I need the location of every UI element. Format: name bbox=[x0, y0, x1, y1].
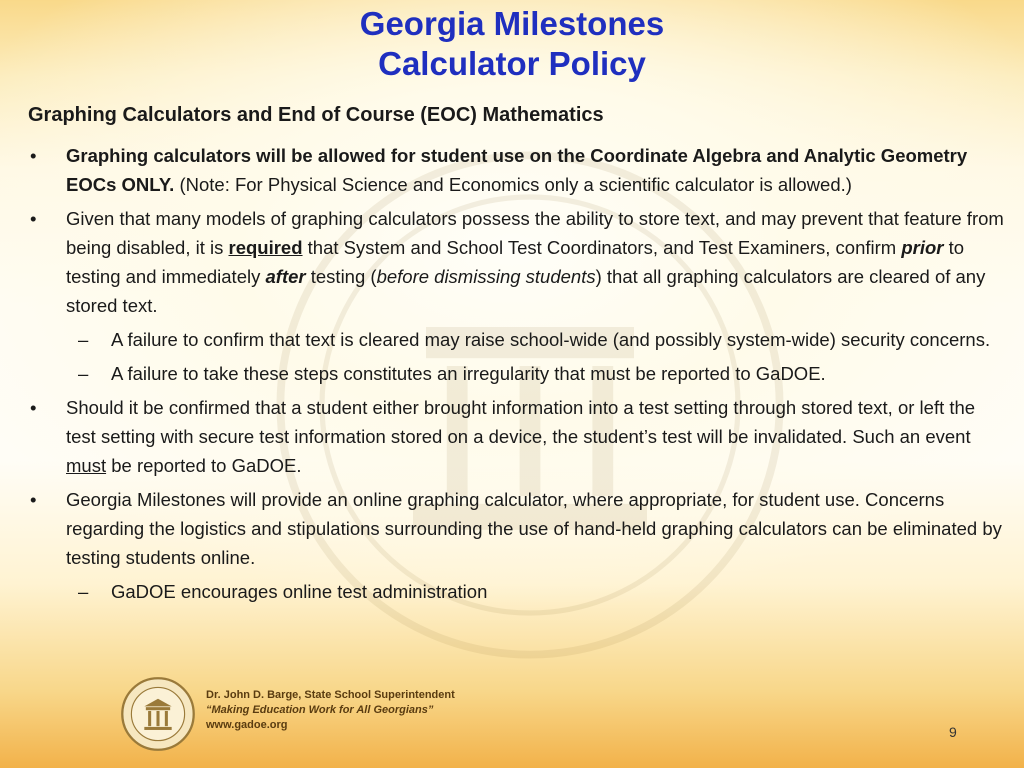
bullet-3-text-part: Should it be confirmed that a student either brought information into a test setting through stored text, or left the test setting with secure test information stored on a device, the student’s test will be invalidated. Such an event bbox=[66, 397, 976, 447]
sub-bullet-item bbox=[28, 325, 1008, 354]
dash-marker: – bbox=[78, 363, 89, 384]
sub-bullet-text: A failure to confirm that text is cleared may raise school-wide (and possibly system-wide) security concerns. bbox=[111, 329, 991, 350]
dash-marker: – bbox=[78, 581, 89, 602]
superintendent-line: Dr. John D. Barge, State School Superintendent bbox=[206, 689, 455, 701]
bullet-marker: • bbox=[30, 397, 37, 418]
title-line-1: Georgia Milestones bbox=[359, 5, 665, 42]
footer-text bbox=[206, 688, 455, 733]
sub-bullet-item bbox=[28, 577, 1008, 606]
bullet-2-text-part: ) that all graphing calculators are cleared of any stored text. bbox=[66, 266, 986, 316]
sub-bullet-item bbox=[28, 359, 1008, 388]
slide-body bbox=[28, 141, 1008, 611]
bullet-1-bold-text: Graphing calculators will be allowed for student use on the Coordinate Algebra and Analytic Geometry EOCs ONLY. bbox=[66, 145, 968, 195]
bullet-1-note: (Note: For Physical Science and Economics only a scientific calculator is allowed.) bbox=[174, 174, 852, 195]
bullet-2-text-part: that System and School Test Coordinators, and Test Examiners, confirm bbox=[302, 237, 902, 258]
bullet-2-before-dismissing: before dismissing students bbox=[376, 266, 596, 287]
website-link[interactable]: www.gadoe.org bbox=[206, 719, 288, 731]
bullet-2-text-part: to testing and immediately bbox=[66, 237, 965, 287]
bullet-3-must: must bbox=[66, 455, 107, 476]
bullet-marker: • bbox=[30, 208, 37, 229]
bullet-2-after: after bbox=[265, 266, 306, 287]
bullet-2-text-part: testing ( bbox=[305, 266, 377, 287]
bullet-marker: • bbox=[30, 489, 37, 510]
section-heading: Graphing Calculators and End of Course (EOC) Mathematics bbox=[28, 104, 604, 126]
bullet-item-3 bbox=[28, 393, 1008, 480]
title-line-2: Calculator Policy bbox=[378, 45, 646, 82]
motto-line: “Making Education Work for All Georgians” bbox=[206, 704, 434, 716]
gadoe-seal-logo bbox=[120, 676, 196, 752]
bullet-2-required: required bbox=[228, 237, 303, 258]
bullet-item-1 bbox=[28, 141, 1008, 199]
bullet-2-prior: prior bbox=[901, 237, 944, 258]
slide-title bbox=[0, 4, 1024, 84]
bullet-3-text-part: be reported to GaDOE. bbox=[106, 455, 302, 476]
bullet-item-2 bbox=[28, 204, 1008, 320]
bullet-marker: • bbox=[30, 145, 37, 166]
bullet-item-4 bbox=[28, 485, 1008, 572]
bullet-4-text: Georgia Milestones will provide an online graphing calculator, where appropriate, for student use. Concerns regarding the logistics and stipulations surrounding the use of hand-held graphing calculators can be eliminated by testing students online. bbox=[66, 489, 1002, 568]
sub-bullet-text: A failure to take these steps constitutes an irregularity that must be reported to GaDOE. bbox=[111, 363, 826, 384]
bullet-2-text-part: Given that many models of graphing calculators possess the ability to store text, and may prevent that feature from being disabled, it is bbox=[66, 208, 1004, 258]
page-number: 9 bbox=[949, 724, 957, 740]
dash-marker: – bbox=[78, 329, 89, 350]
sub-bullet-text: GaDOE encourages online test administration bbox=[111, 581, 488, 602]
